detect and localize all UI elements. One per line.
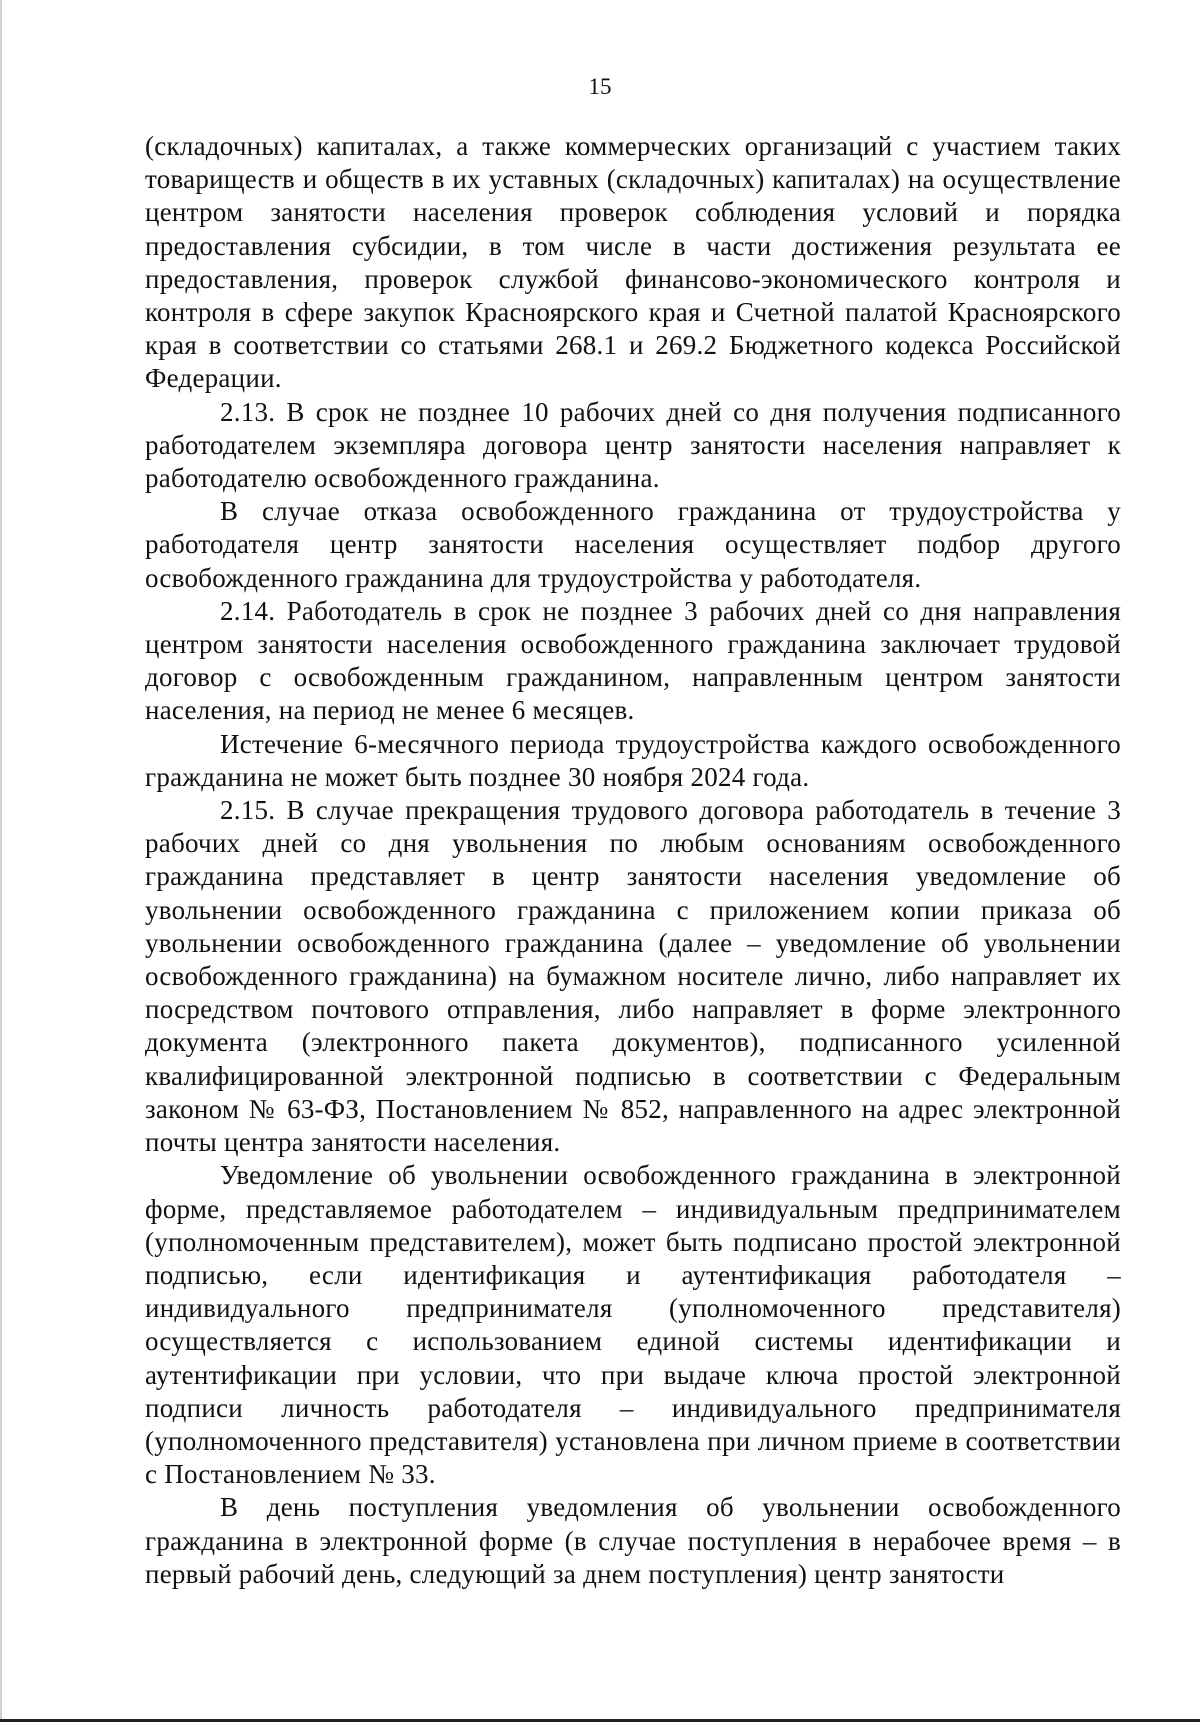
scan-edge (0, 0, 2, 1722)
paragraph-2-14: 2.14. Работодатель в срок не позднее 3 рабочих дней со дня направления центром занятости населения освобожденного гражданина заключает трудовой договор с освобожденным гражданином, направленным центром занятости населения, на период не менее 6 месяцев. (145, 595, 1121, 726)
page-number: 15 (588, 74, 612, 99)
paragraph-expiry: Истечение 6-месячного периода трудоустройства каждого освобожденного гражданина не может быть позднее 30 ноября 2024 года. (145, 728, 1121, 792)
paragraph-2-15: 2.15. В случае прекращения трудового договора работодатель в течение 3 рабочих дней со дня увольнения по любым основаниям освобожденного гражданина представляет в центр занятости населения уведомление об увольнении освобожденного гражданина с приложением копии приказа об увольнении освобожденного гражданина (далее – уведомление об увольнении освобожденного гражданина) на бумажном носителе лично, либо направляет их посредством почтового отправления, либо направляет в форме электронного документа (электронного пакета документов), подписанного усиленной квалифицированной электронной подписью в соответствии с Федеральным законом № 63-ФЗ, Постановлением № 852, направленного на адрес электронной почты центра занятости населения. (145, 795, 1121, 1158)
paragraph-notice-day: В день поступления уведомления об увольнении освобожденного гражданина в электронной форме (в случае поступления в нерабочее время – в первый рабочий день, следующий за днем поступления) центр занятости (145, 1492, 1121, 1589)
paragraph-2-13: 2.13. В срок не позднее 10 рабочих дней со дня получения подписанного работодателем экземпляра договора центр занятости населения направляет к работодателю освобожденного гражданина. (145, 396, 1121, 494)
document-body (145, 130, 1121, 1591)
paragraph-refusal: В случае отказа освобожденного гражданина от трудоустройства у работодателя центр занятости населения осуществляет подбор другого освобожденного гражданина для трудоустройства у работодателя. (145, 496, 1121, 593)
paragraph-continuation: (складочных) капиталах, а также коммерческих организаций с участием таких товариществ и обществ в их уставных (складочных) капиталах) на осуществление центром занятости населения проверок соблюдения условий и порядка предоставления субсидии, в том числе в части достижения результата ее предоставления, проверок службой финансово-экономического контроля и контроля в сфере закупок Красноярского края и Счетной палатой Красноярского края в соответствии со статьями 268.1 и 269.2 Бюджетного кодекса Российской Федерации. (145, 131, 1121, 394)
paragraph-electronic-notice: Уведомление об увольнении освобожденного гражданина в электронной форме, представляемое работодателем – индивидуальным предпринимателем (уполномоченным представителем), может быть подписано простой электронной подписью, если идентификация и аутентификация работодателя – индивидуального предпринимателя (уполномоченного представителя) осуществляется с использованием единой системы идентификации и аутентификации при условии, что при выдаче ключа простой электронной подписи личность работодателя – индивидуального предпринимателя (уполномоченного представителя) установлена при личном приеме в соответствии с Постановлением № 33. (145, 1160, 1121, 1490)
